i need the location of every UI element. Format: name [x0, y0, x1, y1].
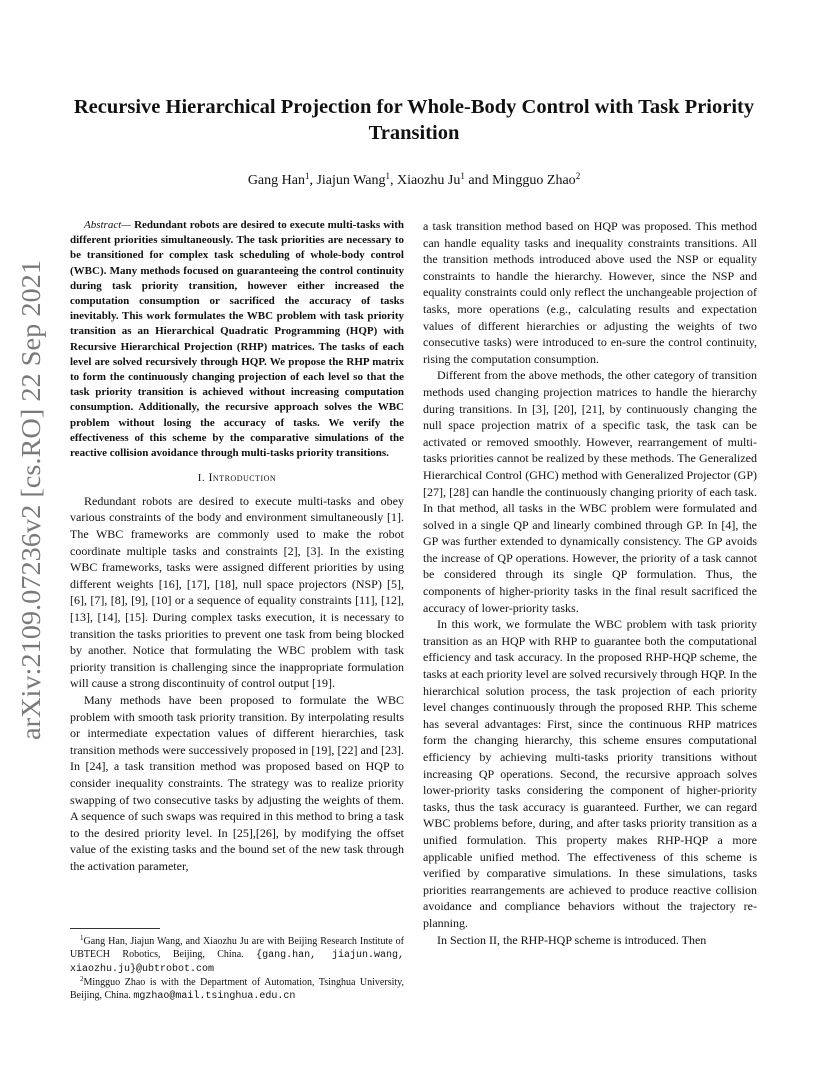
paragraph: Redundant robots are desired to execute multi-tasks and obey various constraints of the body and environment simultaneously [1]. The WBC frameworks are commonly used to make the robot coordinate multiple tasks and constraints [2], [3]. In the existing WBC frameworks, tasks were assigned different priorities by using different weights [16], [17], [18], null space projectors (NSP) [5], [6], [7], [8], [9], [10] or a sequence of equality constraints [11], [12], [13], [14], [15]. During complex tasks execution, it is necessary to transition the tasks priorities to prevent one task from being blocked by another. Notice that formulating the WBC problem with task priority transition is challenging since the inappropriate formulation will cause a strong discontinuity of control output [19].: [70, 493, 404, 691]
footnote-email: mgzhao@mail.tsinghua.edu.cn: [133, 991, 296, 1002]
abstract-label: Abstract: [84, 219, 122, 231]
section-number: I.: [197, 472, 209, 485]
footnote-email: {gang.han, jiajun.wang, xiaozhu.ju}@ubtrobot.com: [70, 950, 405, 975]
paragraph: In Section II, the RHP-HQP scheme is introduced. Then: [437, 932, 707, 947]
author-name: Xiaozhu Ju: [396, 173, 461, 188]
left-column: [70, 218, 404, 875]
footnotes: [70, 928, 404, 1003]
footnote-mark: 2: [80, 975, 84, 983]
author-name: Jiajun Wang: [316, 173, 386, 188]
footnote: [70, 935, 404, 976]
footnote-mark: 1: [80, 934, 84, 942]
arxiv-identifier: arXiv:2109.07236v2 [cs.RO] 22 Sep 2021: [16, 282, 46, 740]
footnote-rule: [70, 928, 160, 929]
right-column: [423, 218, 757, 948]
paragraph: Different from the above methods, the other category of transition methods used changing projection matrices to handle the hierarchy during transitions. In [3], [20], [21], by continuously changing the null space projection matrix of a specific task, the task can be activated or removed smoothly. However, rearrangement of multi-tasks priorities cannot be realized by these methods. The Generalized Hierarchical Control (GHC) method with Generalized Projector (GP) [27], [28] can handle the continuously changing priority of each task. In that method, all tasks in the WBC problem were formulated and solved in a single QP and linearly combined through GP. In [4], the GP was further extended to dynamically consistency. The GP avoids the increase of QP operations. However, the priority of a task cannot be considered through its single QP formulation. Thus, the components of higher-priority tasks in the final result sacrificed the accuracy of lower-priority tasks.: [423, 368, 757, 615]
section-heading: [70, 469, 404, 487]
author-name: Gang Han: [247, 173, 305, 188]
affiliation-mark: 1: [385, 171, 390, 181]
arxiv-side-stamp: [8, 250, 52, 750]
paragraph: a task transition method based on HQP was proposed. This method can handle equality tasks and inequality constraints transitions. All the transition methods introduced above used the NSP or equality constraints to handle the hierarchy. However, since the NSP and equality constraints could only reflect the unchangeable projection of tasks, more operations (e.g., calculating results and expectation values of different hierarchies or adjusting the weights of two consecutive tasks) were introduced to en-sure the control continuity, rising the computation consumption.: [423, 219, 757, 366]
footnote-text: Gang Han, Jiajun Wang, and Xiaozhu Ju are with Beijing Research Institute of UBTECH Robotics, Beijing, China.: [70, 936, 404, 960]
paragraph: Many methods have been proposed to formulate the WBC problem with smooth task priority transition. By interpolating results or intermediate expectation values of different hierarchies, task transition methods were successively proposed in [19], [22] and [23]. In [24], a task transition method was proposed based on HQP to consider inequality constraints. The strategy was to realize priority swapping of two consecutive tasks by adjusting the weights of them. A sequence of such swaps was required in this method to bring a task to the desired priority level. In [25],[26], by modifying the offset value of the existing tasks and the bound set of the new task through the activation parameter,: [70, 692, 404, 873]
section-title: Introduction: [208, 470, 277, 485]
author-list: Gang Han$^1$, Jiajun Wang$^1$, Xiaozhu Ju$^1$ and Mingguo Zhao$^2$: [247, 171, 581, 188]
abstract: Abstract— Redundant robots are desired to execute multi-tasks with different priorities simultaneously. The task priorities are necessary to be transitioned for complex task scheduling of whole-body control (WBC). Many methods focused on guaranteeing the control continuity during task priority transition, however either increased the computation consumption or sacrificed the accuracy of tasks inevitably. This work formulates the WBC problem with task priority transition as an Hierarchical Quadratic Programming (HQP) with Recursive Hierarchical Projection (RHP) matrices. The tasks of each level are solved recursively through HQP. We propose the RHP matrix to form the continuously changing projection of each level so that the task priority transition is achieved without increasing computation consumption. Additionally, the recursive approach solves the WBC problem without losing the accuracy of tasks. We verify the effectiveness of this scheme by the comparative simulations of the reactive collision avoidance through multi-tasks priority transitions.: [70, 219, 404, 460]
paragraph: In this work, we formulate the WBC problem with task priority transition as an HQP with RHP to guarantee both the computational efficiency and task accuracy. In the proposed RHP-HQP scheme, the tasks at each priority level are solved recursively through HQP. In the hierarchical solution process, the task projection of each priority level changes continuously through the proposed RHP. This scheme has several advantages: First, since the continuous RHP matrices form the changing hierarchy, this scheme ensures computational efficiency by achieving multi-tasks priority transitions without increasing QP operations. Second, the recursive approach solves lower-priority tasks considering the component of higher-priority tasks, thus the task accuracy is guaranteed. Further, we can regard WBC problems before, during, and after tasks priority transition as a unified formulation. This property makes RHP-HQP a more applicable unified method. The effectiveness of this scheme is verified by comparative simulations. In these simulations, tasks priorities rearrangements are achieved to produce reactive collision avoidance and compliance behaviors without the trajectory re-planning.: [423, 617, 757, 930]
paper-title: Recursive Hierarchical Projection for Whole-Body Control with Task Priority Transition: [73, 96, 755, 144]
affiliation-mark: 2: [575, 171, 581, 181]
footnote-text: Mingguo Zhao is with the Department of Automation, Tsinghua University, Beijing, China.: [70, 977, 404, 1001]
footnote: [70, 976, 404, 1003]
author-name: Mingguo Zhao: [492, 173, 576, 188]
affiliation-mark: 1: [304, 171, 310, 181]
affiliation-mark: 1: [460, 171, 465, 181]
abstract-text: Redundant robots are desired to execute multi-tasks with different priorities simultaneously. The task priorities are necessary to be transitioned for complex task scheduling of whole-body control (WBC). Many methods focused on guaranteeing the control continuity during task priority transition, however either increased the computation consumption or sacrificed the accuracy of tasks inevitably. This work formulates the WBC problem with task priority transition as an Hierarchical Quadratic Programming (HQP) with Recursive Hierarchical Projection (RHP) matrices. The tasks of each level are solved recursively through HQP. We propose the RHP matrix to form the continuously changing projection of each level so that the task priority transition is achieved without increasing computation consumption. Additionally, the recursive approach solves the WBC problem without losing the accuracy of tasks. We verify the effectiveness of this scheme by the comparative simulations of the reactive collision avoidance through multi-tasks priority transitions.: [70, 219, 404, 460]
